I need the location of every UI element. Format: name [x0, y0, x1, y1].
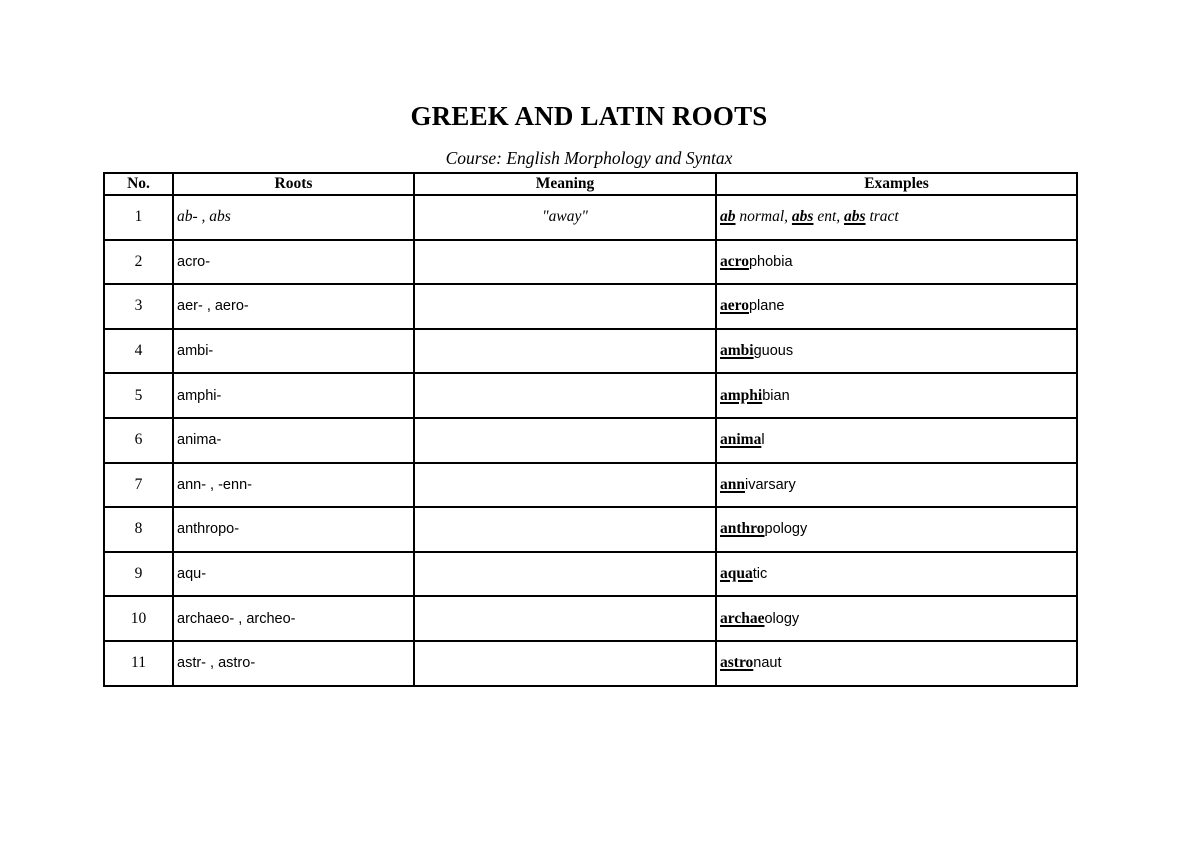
root-cell: aqu-	[173, 552, 414, 597]
root-highlight: astro	[720, 654, 754, 672]
meaning-cell	[414, 641, 716, 686]
example-suffix: ent,	[813, 208, 845, 226]
examples-cell	[716, 463, 1077, 508]
row-number: 4	[104, 329, 173, 374]
header-meaning: Meaning	[414, 173, 716, 195]
examples-cell	[716, 195, 1077, 240]
table-row	[104, 463, 1077, 508]
root-cell: archaeo- , archeo-	[173, 596, 414, 641]
example-suffix: naut	[753, 655, 782, 672]
table-body	[104, 195, 1077, 686]
example-suffix: l	[761, 432, 765, 449]
row-number: 5	[104, 373, 173, 418]
table-row	[104, 596, 1077, 641]
row-number: 3	[104, 284, 173, 329]
table-row	[104, 284, 1077, 329]
meaning-cell: "away"	[414, 195, 716, 240]
root-cell: amphi-	[173, 373, 414, 418]
root-cell: acro-	[173, 240, 414, 285]
example-suffix: normal,	[735, 208, 792, 226]
example-suffix: bian	[762, 387, 790, 404]
header-roots: Roots	[173, 173, 414, 195]
meaning-cell	[414, 284, 716, 329]
root-highlight: acro	[720, 252, 749, 270]
header-no: No.	[104, 173, 173, 195]
root-cell: ambi-	[173, 329, 414, 374]
root-highlight: anthro	[720, 520, 765, 538]
example-suffix: phobia	[748, 253, 793, 270]
meaning-cell	[414, 463, 716, 508]
table-row	[104, 195, 1077, 240]
example-suffix: plane	[748, 298, 785, 315]
meaning-cell	[414, 418, 716, 463]
table-row	[104, 641, 1077, 686]
row-number: 9	[104, 552, 173, 597]
row-number: 1	[104, 195, 173, 240]
header-examples: Examples	[716, 173, 1077, 195]
page-title: GREEK AND LATIN ROOTS	[410, 101, 768, 131]
row-number: 10	[104, 596, 173, 641]
example-suffix: pology	[764, 521, 808, 538]
row-number: 2	[104, 240, 173, 285]
root-cell: anthropo-	[173, 507, 414, 552]
examples-cell	[716, 596, 1077, 641]
root-highlight: ab	[720, 208, 736, 226]
table-row	[104, 418, 1077, 463]
meaning-cell	[414, 552, 716, 597]
table-row	[104, 373, 1077, 418]
row-number: 11	[104, 641, 173, 686]
root-cell: anima-	[173, 418, 414, 463]
example-suffix: ivarsary	[745, 476, 796, 493]
example-suffix: tract	[865, 208, 899, 226]
roots-table	[103, 172, 1078, 687]
row-number: 7	[104, 463, 173, 508]
root-highlight: abs	[791, 208, 814, 226]
row-number: 6	[104, 418, 173, 463]
meaning-cell	[414, 240, 716, 285]
table-row	[104, 329, 1077, 374]
meaning-cell	[414, 373, 716, 418]
examples-cell	[716, 641, 1077, 686]
root-highlight: aero	[720, 297, 749, 315]
examples-cell	[716, 552, 1077, 597]
examples-cell	[716, 507, 1077, 552]
examples-cell	[716, 418, 1077, 463]
root-highlight: abs	[844, 208, 866, 226]
examples-cell	[716, 284, 1077, 329]
examples-cell	[716, 373, 1077, 418]
root-highlight: ambi	[720, 342, 754, 360]
root-cell: astr- , astro-	[173, 641, 414, 686]
table-row	[104, 507, 1077, 552]
root-cell: ann- , -enn-	[173, 463, 414, 508]
root-highlight: amphi	[720, 386, 763, 404]
meaning-cell	[414, 596, 716, 641]
table-row	[104, 240, 1077, 285]
table-row	[104, 552, 1077, 597]
examples-cell	[716, 329, 1077, 374]
meaning-cell	[414, 507, 716, 552]
example-suffix: tic	[752, 566, 768, 583]
root-highlight: archae	[720, 609, 765, 627]
meaning-cell	[414, 329, 716, 374]
row-number: 8	[104, 507, 173, 552]
root-cell: ab- , abs	[173, 195, 414, 240]
course-subtitle: Course: English Morphology and Syntax	[445, 148, 733, 168]
root-highlight: ann	[720, 475, 745, 493]
example-suffix: guous	[753, 343, 794, 360]
example-suffix: ology	[764, 610, 800, 627]
examples-cell	[716, 240, 1077, 285]
table-header-row	[104, 173, 1077, 195]
root-highlight: anima	[720, 431, 762, 449]
root-highlight: aqua	[720, 565, 753, 583]
root-cell: aer- , aero-	[173, 284, 414, 329]
